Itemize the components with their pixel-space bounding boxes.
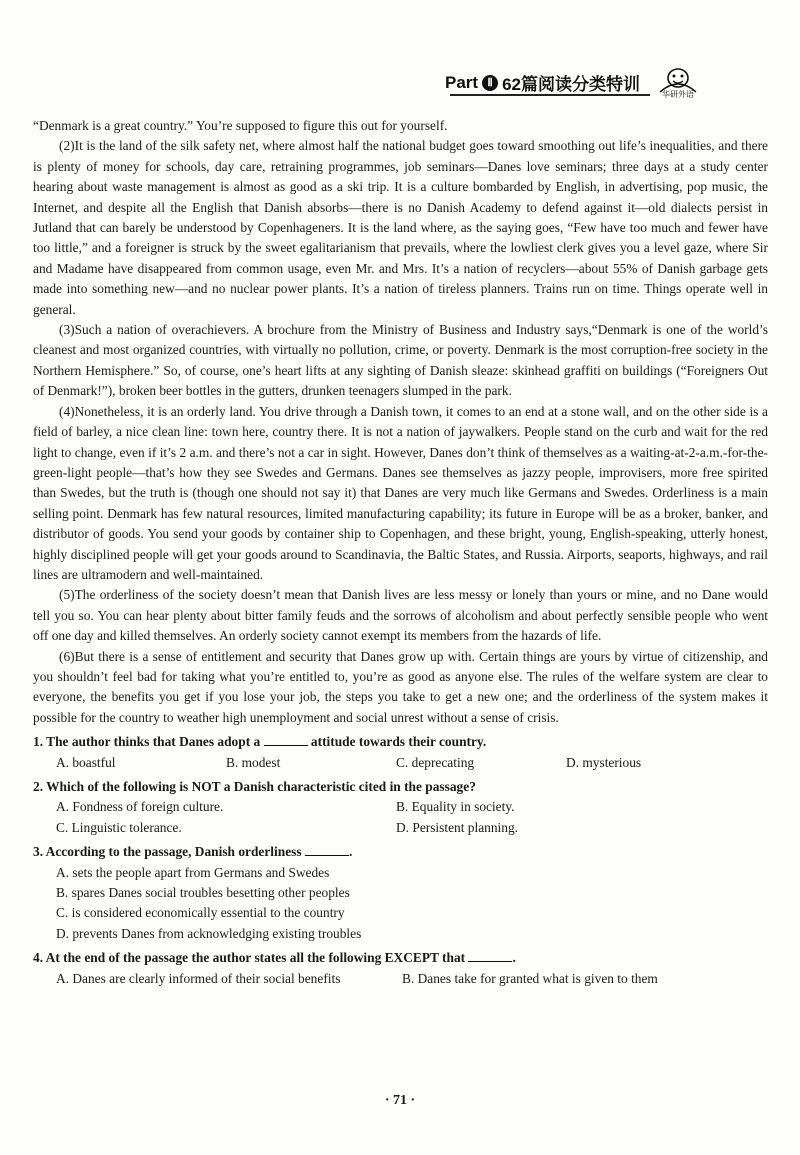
option-a: A. Danes are clearly informed of their social benefits — [56, 970, 341, 986]
question-3 — [33, 842, 768, 944]
section-title: 62篇阅读分类特训 — [502, 75, 640, 94]
options — [33, 818, 768, 838]
option-a: A. sets the people apart from Germans and Swedes — [56, 864, 330, 880]
paragraph-6: (6)But there is a sense of entitlement and security that Danes grow up with. Certain things are yours by virtue of citizenship, and you shouldn’t feel bad for taking what you’re entitled to, you’re as good as anyone else. The rules of the welfare system are clear to everyone, the benefits you get if you lose your job, the steps you take to get a new one; and the orderliness of the system makes it possible for the country to weather high unemployment and social unrest without a sense of crisis. — [33, 648, 768, 725]
option-b: B. modest — [226, 754, 281, 770]
paragraph-5: (5)The orderliness of the society doesn’t mean that Danish lives are less messy or lonely than yours or mine, and no Dane would tell you so. You can hear plenty about bitter family feuds and the sorrows of alcoholism and about perfectly sensible people who went off one day and killed themselves. An orderly society cannot exempt its members from the hazards of life. — [33, 587, 768, 644]
option-d: D. prevents Danes from acknowledging existing troubles — [56, 925, 362, 941]
part-label: Part — [445, 72, 479, 92]
options — [33, 863, 768, 945]
logo-text: 华研外语 — [662, 90, 694, 99]
answer-blank — [264, 733, 308, 746]
question-stem: 3. According to the passage, Danish orderliness . — [33, 844, 353, 860]
question-stem: 4. At the end of the passage the author states all the following EXCEPT that . — [33, 950, 516, 966]
passage-content — [33, 116, 768, 989]
option-c: C. is considered economically essential to the country — [56, 905, 345, 921]
paragraph-4: (4)Nonetheless, it is an orderly land. You drive through a Danish town, it comes to an end at a stone wall, and on the other side is a field of barley, a nice clean line: town here, country there. It is not a nation of jaywalkers. People stand on the curb and wait for the red light to change, even if it’s 2 a.m. and there’s not a car in sight. However, Danes don’t think of themselves as a waiting-at-2-a.m.-for-the-green-light people—that’s how they see Swedes and Germans. Danes see themselves as jazzy people, improvisers, more free spirited than Swedes, but the truth is (though one should not say it) that Danes are very much like Germans and Swedes. Orderliness is a main selling point. Denmark has few natural resources, limited manufacturing capability; its future in Europe will be as a broker, banker, and distributor of goods. You send your goods by container ship to Copenhagen, and these bright, young, English-speaking, utterly honest, highly disciplined people will get your goods around to Scandinavia, the Baltic States, and Russia. Airports, seaports, highways, and rail lines are ultramodern and well-maintained. — [33, 403, 768, 582]
paragraph-3: (3)Such a nation of overachievers. A brochure from the Ministry of Business and Industry says,“Denmark is one of the world’s cleanest and most organized countries, with virtually no pollution, crime, or poverty. Denmark is the most corruption-free society in the Northern Hemisphere.” So, of course, one’s heart lifts at any sighting of Danish sleaze: skinhead graffiti on buildings (“Foreigners Out of Denmark!”), broken beer bottles in the gutters, drunken teenagers slumped in the park. — [33, 322, 768, 399]
running-title — [445, 70, 640, 95]
option-d: D. mysterious — [566, 754, 642, 770]
paragraph-2: (2)It is the land of the silk safety net, where almost half the national budget goes toward smoothing out life’s inequalities, and there is plenty of money for schools, day care, retraining programmes, job seminars—Danes love seminars; three days at a study center hearing about waste management is almost as good as a ski trip. It is a culture bombarded by English, in advertising, pop music, the Internet, and despite all the English that Danish absorbs—there is no Danish Academy to defend against it—old dialects persist in Jutland that can barely be understood by Copenhageners. It is the land where, as the saying goes, “Few have too much and fewer have too little,” and a foreigner is struck by the sweet egalitarianism that prevails, where the lowliest clerk gives you a level gaze, where Sir and Madame have disappeared from common usage, even Mr. and Mrs. It’s a nation of recyclers—about 55% of Danish garbage gets made into something new—and no nuclear power plants. It’s a nation of tireless planners. Trains run on time. Things operate well in general. — [33, 138, 768, 317]
question-2 — [33, 777, 768, 838]
page-header — [0, 60, 800, 100]
question-stem: 2. Which of the following is NOT a Danish characteristic cited in the passage? — [33, 779, 476, 794]
question-1 — [33, 732, 768, 773]
paragraph-1: “Denmark is a great country.” You’re supposed to figure this out for yourself. — [33, 118, 448, 133]
option-b: B. Danes take for granted what is given to them — [402, 970, 658, 986]
option-d: D. Persistent planning. — [396, 819, 518, 835]
options — [33, 753, 768, 773]
page-number: · 71 · — [384, 1093, 416, 1108]
options — [33, 797, 768, 817]
header-rule — [450, 94, 650, 96]
question-4 — [33, 948, 768, 989]
option-b: B. Equality in society. — [396, 799, 515, 815]
option-c: C. Linguistic tolerance. — [56, 819, 182, 835]
option-b: B. spares Danes social troubles besetting other peoples — [56, 885, 350, 901]
publisher-logo-icon — [656, 62, 700, 102]
option-a: A. Fondness of foreign culture. — [56, 799, 224, 815]
question-stem: 1. The author thinks that Danes adopt a attitude towards their country. — [33, 734, 487, 750]
answer-blank — [468, 949, 512, 962]
options — [33, 969, 768, 989]
answer-blank — [305, 843, 349, 856]
part-number-badge: Ⅱ — [482, 75, 498, 91]
option-c: C. deprecating — [396, 754, 475, 770]
option-a: A. boastful — [56, 754, 116, 770]
